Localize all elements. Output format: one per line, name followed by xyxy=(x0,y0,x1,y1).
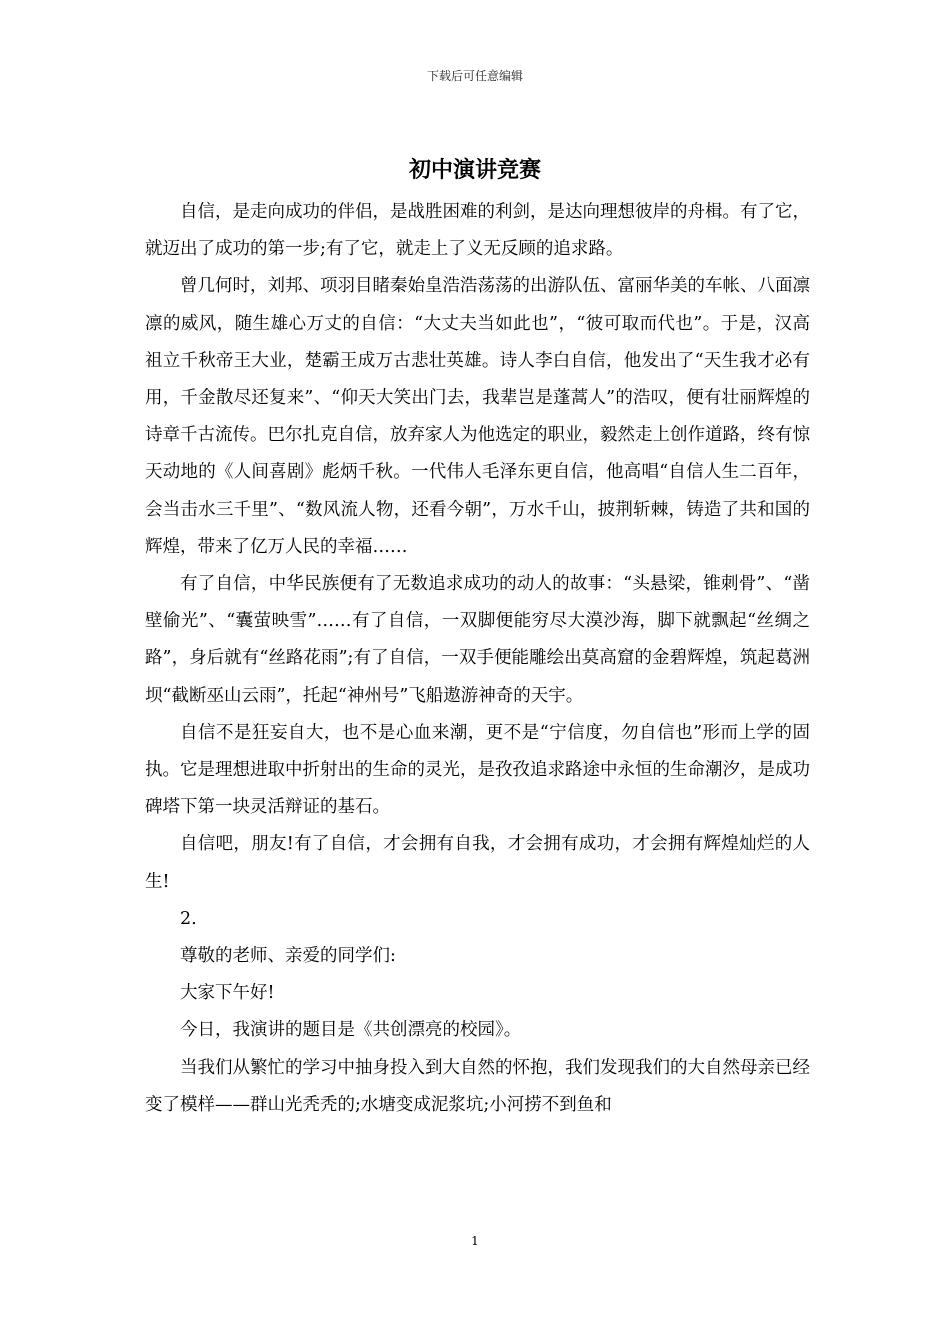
greeting: 大家下午好! xyxy=(180,983,275,1004)
paragraph: 有了自信，中华民族便有了无数追求成功的动人的故事：“头悬梁，锥刺骨”、“凿壁偷光”、“囊萤映雪”……有了自信，一双脚便能穷尽大漠沙海，脚下就飘起“丝绸之路”，身后就有“丝路花雨”;有了自信，一双手便能雕绘出莫高窟的金碧辉煌，筑起葛洲坝“截断巫山云雨”，托起“神州号”飞船遨游神奇的天宇。 xyxy=(145,574,810,706)
page-number: 1 xyxy=(471,1234,479,1248)
page-header: 下载后可任意编辑 xyxy=(426,69,523,83)
paragraph: 自信吧，朋友!有了自信，才会拥有自我，才会拥有成功，才会拥有辉煌灿烂的人生! xyxy=(145,834,810,892)
document-body xyxy=(145,194,810,1124)
paragraph: 自信不是狂妄自大，也不是心血来潮，更不是“宁信度，勿自信也”形而上学的固执。它是理想进取中折射出的生命的灵光，是孜孜追求路途中永恒的生命潮汐，是成功碑塔下第一块灵活辩证的基石。 xyxy=(145,722,810,818)
paragraph: 当我们从繁忙的学习中抽身投入到大自然的怀抱，我们发现我们的大自然母亲已经变了模样——群山光秃秃的;水塘变成泥浆坑;小河捞不到鱼和 xyxy=(145,1057,810,1115)
paragraph: 曾几何时，刘邦、项羽目睹秦始皇浩浩荡荡的出游队伍、富丽华美的车帐、八面凛凛的威风，随生雄心万丈的自信：“大丈夫当如此也”，“彼可取而代也”。于是，汉高祖立千秋帝王大业，楚霸王成万古悲壮英雄。诗人李白自信，他发出了“天生我才必有用，千金散尽还复来”、“仰天大笑出门去，我辈岂是蓬蒿人”的浩叹，便有壮丽辉煌的诗章千古流传。巴尔扎克自信，放弃家人为他选定的职业，毅然走上创作道路，终有惊天动地的《人间喜剧》彪炳千秋。一代伟人毛泽东更自信，他高唱“自信人生二百年，会当击水三千里”、“数风流人物，还看今朝”，万水千山，披荆斩棘，铸造了共和国的辉煌，带来了亿万人民的幸福…… xyxy=(145,276,810,557)
document-title: 初中演讲竞赛 xyxy=(408,157,541,183)
salutation: 尊敬的老师、亲爱的同学们: xyxy=(180,946,396,967)
paragraph: 自信，是走向成功的伴侣，是战胜困难的利剑，是达向理想彼岸的舟楫。有了它，就迈出了成功的第一步;有了它，就走上了义无反顾的追求路。 xyxy=(145,202,810,260)
section-number: 2. xyxy=(180,908,197,929)
paragraph: 今日，我演讲的题目是《共创漂亮的校园》。 xyxy=(180,1020,522,1041)
